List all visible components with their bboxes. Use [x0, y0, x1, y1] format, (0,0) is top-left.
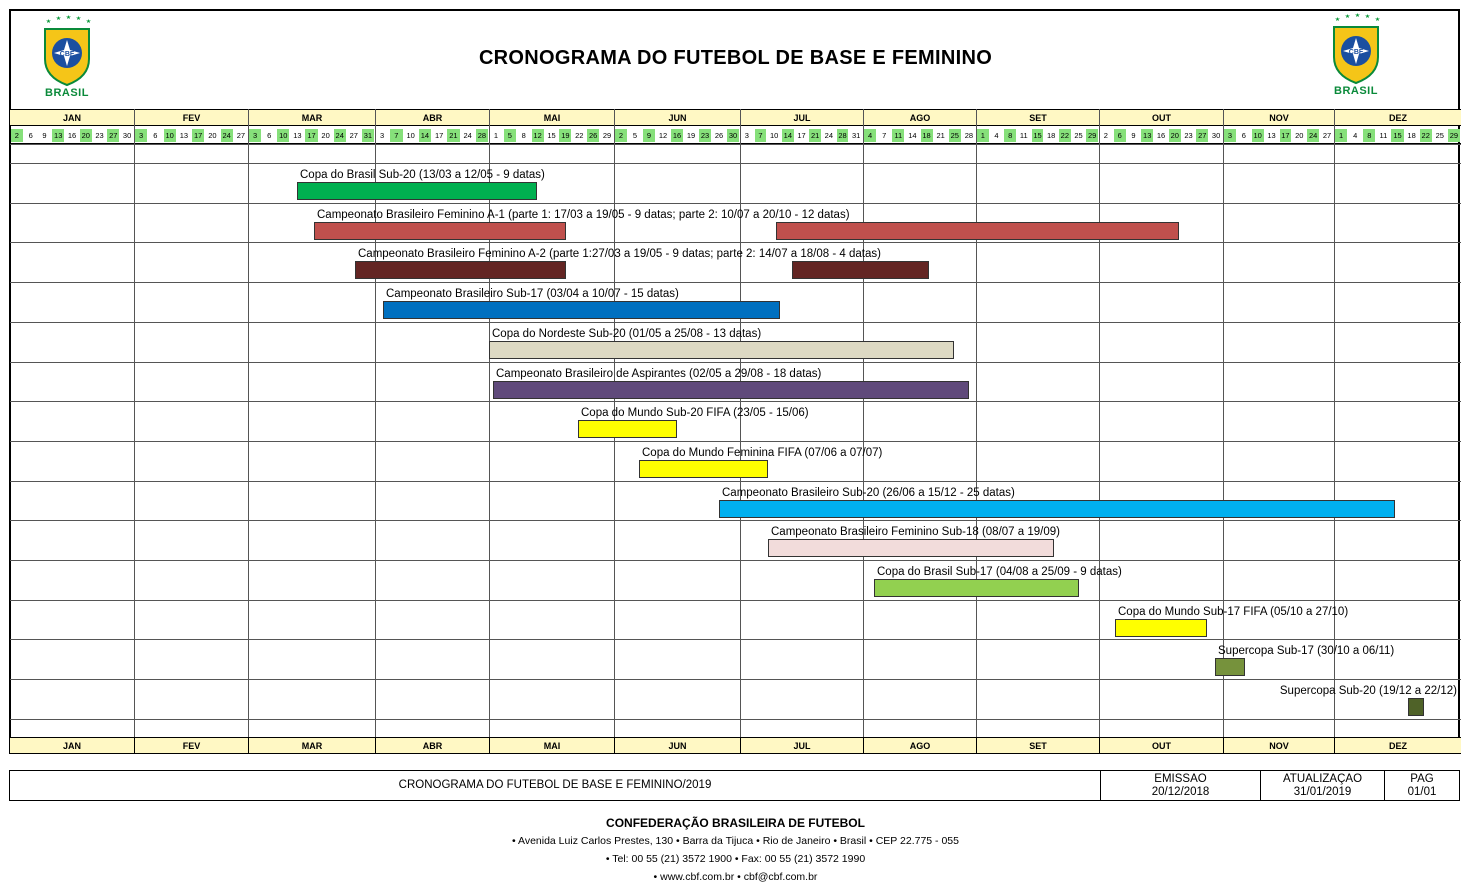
event-label: Campeonato Brasileiro Feminino A-1 (parte 1: 17/03 a 19/05 - 9 datas; parte 2: 10/07 a 20/10 - 12 datas) — [317, 209, 850, 221]
day-label: 1 — [977, 129, 989, 142]
day-label: 16 — [672, 131, 682, 140]
pag-label: PAG — [1410, 773, 1434, 785]
day-label: 29 — [1449, 131, 1459, 140]
footer-emissao-cell — [1100, 771, 1260, 800]
day-label: 3 — [744, 131, 749, 140]
svg-text:CBF: CBF — [1348, 49, 1364, 56]
event-bar — [1408, 698, 1424, 716]
day-label: 21 — [936, 131, 945, 140]
day-label: 24 — [824, 131, 833, 140]
event-bar — [874, 579, 1079, 597]
day-label: 2 — [11, 129, 23, 142]
day-label: 14 — [908, 131, 917, 140]
day-label: 12 — [658, 131, 668, 140]
day-label: 30 — [1211, 131, 1221, 140]
month-label: FEV — [134, 110, 248, 126]
event-label: Supercopa Sub-20 (19/12 a 22/12) — [1279, 685, 1457, 697]
day-label: 29 — [1087, 131, 1097, 140]
event-label: Campeonato Brasileiro Sub-17 (03/04 a 10/07 - 15 datas) — [386, 288, 679, 300]
event-label: Supercopa Sub-17 (30/10 a 06/11) — [1218, 645, 1395, 657]
day-label: 26 — [588, 131, 598, 140]
day-label: 19 — [561, 131, 570, 140]
day-label: 6 — [1241, 131, 1246, 140]
phone-line: • Tel: 00 55 (21) 3572 1900 • Fax: 00 55 (21) 3572 1990 — [605, 853, 866, 865]
footer-pag-cell — [1384, 771, 1459, 800]
day-label: 9 — [1131, 131, 1136, 140]
day-label: 27 — [236, 131, 246, 140]
footer-atualizacao-cell — [1260, 771, 1384, 800]
event-label: Copa do Mundo Sub-17 FIFA (05/10 a 27/10) — [1118, 606, 1349, 618]
month-label: ABR — [375, 738, 489, 754]
event-label: Copa do Mundo Feminina FIFA (07/06 a 07/07) — [642, 447, 883, 459]
event-bar — [639, 460, 768, 478]
web-line: • www.cbf.com.br • cbf@cbf.com.br — [653, 871, 818, 883]
day-label: 23 — [95, 131, 104, 140]
day-label: 28 — [838, 131, 847, 140]
day-label: 3 — [380, 131, 385, 140]
row-gridline — [10, 242, 1461, 243]
day-label: 4 — [994, 131, 999, 140]
atualizacao-label: ATUALIZAÇAO — [1282, 773, 1363, 785]
day-label: 8 — [1004, 129, 1016, 142]
event-bar — [792, 261, 929, 279]
event-bar — [314, 222, 566, 240]
day-label: 17 — [434, 131, 444, 140]
month-label: JAN — [62, 113, 81, 123]
page-title: CRONOGRAMA DO FUTEBOL DE BASE E FEMININO — [478, 47, 993, 69]
event-bar — [383, 301, 780, 319]
day-label: 11 — [1019, 131, 1028, 140]
day-label: 17 — [797, 131, 806, 140]
day-label: 28 — [477, 131, 487, 140]
day-label: 13 — [1143, 131, 1152, 140]
day-label: 7 — [390, 129, 402, 142]
day-label: 21 — [810, 131, 820, 140]
day-label: 30 — [728, 131, 738, 140]
day-label: 5 — [504, 129, 516, 142]
day-label: 23 — [700, 131, 710, 140]
day-label: 28 — [964, 131, 974, 140]
day-label: 27 — [1198, 131, 1207, 140]
month-label: SET — [976, 738, 1099, 754]
event-bar — [355, 261, 566, 279]
month-label: MAR — [248, 738, 375, 754]
day-label: 15 — [547, 131, 556, 140]
day-label: 10 — [769, 131, 779, 140]
footer-doc-title: CRONOGRAMA DO FUTEBOL DE BASE E FEMININO/2019 — [398, 779, 712, 791]
day-label: 11 — [892, 129, 904, 142]
row-gridline — [10, 639, 1461, 640]
month-label: AGO — [863, 110, 976, 126]
day-label: 16 — [67, 131, 77, 140]
pag-value: 01/01 — [1407, 786, 1437, 798]
month-label: MAI — [489, 738, 614, 754]
logo-brand-text: BRASIL — [45, 87, 89, 99]
day-label: 6 — [267, 131, 272, 140]
day-label: 9 — [643, 129, 655, 142]
day-label: 22 — [575, 131, 584, 140]
day-label: 1 — [1335, 129, 1347, 142]
row-gridline — [10, 719, 1461, 720]
day-label: 24 — [1309, 131, 1318, 140]
footer-info-box — [9, 770, 1460, 801]
day-label: 15 — [1033, 131, 1042, 140]
month-label: OUT — [1099, 110, 1223, 126]
day-label: 7 — [755, 129, 767, 142]
day-label: 10 — [165, 131, 174, 140]
event-label: Campeonato Brasileiro Feminino Sub-18 (08/07 a 19/09) — [771, 526, 1060, 538]
row-gridline — [10, 282, 1461, 283]
day-label: 13 — [1267, 131, 1276, 140]
day-label: 24 — [222, 131, 231, 140]
row-gridline — [10, 401, 1461, 402]
row-gridline — [10, 441, 1461, 442]
atualizacao-value: 31/01/2019 — [1293, 786, 1352, 798]
month-label: MAI — [489, 110, 614, 126]
event-label: Campeonato Brasileiro Sub-20 (26/06 a 15/12 - 25 datas) — [722, 487, 1015, 499]
day-label: 3 — [249, 129, 261, 142]
row-gridline — [10, 163, 1461, 164]
event-bar — [719, 500, 1395, 518]
day-label: 13 — [54, 131, 63, 140]
day-label: 27 — [1322, 131, 1332, 140]
month-header-bottom — [10, 737, 1461, 754]
day-label: 20 — [208, 131, 217, 140]
day-label: 8 — [1363, 129, 1375, 142]
day-label: 6 — [153, 131, 158, 140]
event-label: Copa do Brasil Sub-17 (04/08 a 25/09 - 9 datas) — [877, 566, 1122, 578]
row-gridline — [10, 144, 1461, 145]
event-label: Campeonato Brasileiro de Aspirantes (02/05 a 29/08 - 18 datas) — [496, 368, 822, 380]
emissao-value: 20/12/2018 — [1151, 786, 1210, 798]
day-header — [10, 127, 1461, 144]
day-label: 15 — [1393, 131, 1402, 140]
day-label: 3 — [135, 129, 147, 142]
day-label: 4 — [1353, 131, 1358, 140]
day-label: 26 — [714, 131, 724, 140]
day-label: 13 — [179, 131, 189, 140]
day-label: 17 — [1281, 131, 1290, 140]
day-label: 3 — [1224, 129, 1236, 142]
day-label: 4 — [864, 129, 876, 142]
day-label: 1 — [493, 131, 499, 140]
day-label: 10 — [279, 131, 288, 140]
day-label: 31 — [363, 131, 373, 140]
day-label: 18 — [1407, 131, 1416, 140]
day-label: 6 — [1114, 129, 1126, 142]
day-label: 12 — [533, 131, 542, 140]
day-label: 14 — [420, 131, 430, 140]
day-label: 2 — [1103, 131, 1108, 140]
day-label: 25 — [1435, 131, 1444, 140]
event-label: Campeonato Brasileiro Feminino A-2 (parte 1:27/03 a 19/05 - 9 datas; parte 2: 14/07 a 18/08 - 4 datas) — [358, 248, 881, 260]
row-gridline — [10, 203, 1461, 204]
month-label: NOV — [1223, 110, 1334, 126]
day-label: 6 — [28, 131, 33, 140]
day-label: 25 — [950, 131, 959, 140]
row-gridline — [10, 481, 1461, 482]
day-label: 22 — [1060, 131, 1069, 140]
month-header-top — [10, 109, 1461, 126]
day-label: 7 — [882, 131, 887, 140]
day-label: 24 — [335, 131, 344, 140]
day-label: 10 — [406, 131, 415, 140]
org-name: CONFEDERAÇÃO BRASILEIRA DE FUTEBOL — [606, 816, 865, 830]
day-label: 23 — [1184, 131, 1193, 140]
row-gridline — [10, 560, 1461, 561]
day-label: 5 — [632, 131, 638, 140]
day-label: 20 — [81, 131, 90, 140]
month-label: JUL — [740, 738, 863, 754]
footer-doc-title-cell — [10, 771, 1100, 800]
month-label: AGO — [863, 738, 976, 754]
row-gridline — [10, 520, 1461, 521]
month-label: JUN — [614, 738, 740, 754]
event-bar — [768, 539, 1054, 557]
day-label: 18 — [1046, 131, 1056, 140]
day-label: 9 — [42, 131, 47, 140]
month-label: SET — [976, 110, 1099, 126]
address-line: • Avenida Luiz Carlos Prestes, 130 • Barra da Tijuca • Rio de Janeiro • Brasil • CEP 22.775 - 055 — [512, 835, 959, 847]
event-bar — [1115, 619, 1207, 637]
event-bar — [493, 381, 969, 399]
month-label: NOV — [1223, 738, 1334, 754]
svg-text:CBF: CBF — [59, 51, 75, 58]
day-label: 25 — [1074, 131, 1083, 140]
logo-brand-text: BRASIL — [1334, 85, 1378, 97]
day-label: 17 — [193, 131, 203, 140]
month-label: MAR — [248, 110, 375, 126]
event-label: Copa do Nordeste Sub-20 (01/05 a 25/08 - 13 datas) — [492, 328, 762, 340]
row-gridline — [10, 362, 1461, 363]
event-label: Copa do Mundo Sub-20 FIFA (23/05 - 15/06) — [581, 407, 809, 419]
month-label: JUL — [740, 110, 863, 126]
row-gridline — [10, 600, 1461, 601]
day-label: 27 — [349, 131, 358, 140]
day-label: 18 — [922, 131, 931, 140]
row-gridline — [10, 322, 1461, 323]
row-gridline — [10, 679, 1461, 680]
month-label: JAN — [62, 741, 81, 751]
event-bar — [1215, 658, 1245, 676]
month-label: DEZ — [1334, 110, 1461, 126]
month-label: DEZ — [1334, 738, 1461, 754]
day-label: 21 — [449, 131, 458, 140]
month-label: OUT — [1099, 738, 1223, 754]
day-label: 14 — [783, 131, 792, 140]
day-label: 20 — [1295, 131, 1304, 140]
day-label: 24 — [463, 131, 472, 140]
month-label: FEV — [134, 738, 248, 754]
day-label: 10 — [1253, 131, 1262, 140]
day-label: 8 — [521, 131, 526, 140]
day-label: 16 — [1156, 131, 1166, 140]
day-label: 30 — [122, 131, 132, 140]
day-label: 11 — [1379, 131, 1388, 140]
month-label: ABR — [375, 110, 489, 126]
event-bar — [776, 222, 1179, 240]
event-label: Copa do Brasil Sub-20 (13/03 a 12/05 - 9 datas) — [300, 169, 545, 181]
emissao-label: EMISSAO — [1154, 773, 1207, 785]
day-label: 20 — [1170, 131, 1179, 140]
day-label: 2 — [615, 129, 627, 142]
day-label: 20 — [321, 131, 330, 140]
day-label: 22 — [1421, 131, 1430, 140]
event-bar — [297, 182, 537, 200]
day-label: 13 — [293, 131, 302, 140]
day-label: 27 — [109, 131, 118, 140]
month-label: JUN — [614, 110, 740, 126]
event-bar — [578, 420, 677, 438]
day-label: 19 — [686, 131, 696, 140]
event-bar — [489, 341, 954, 359]
day-label: 31 — [851, 131, 861, 140]
day-label: 17 — [307, 131, 316, 140]
day-label: 29 — [602, 131, 612, 140]
